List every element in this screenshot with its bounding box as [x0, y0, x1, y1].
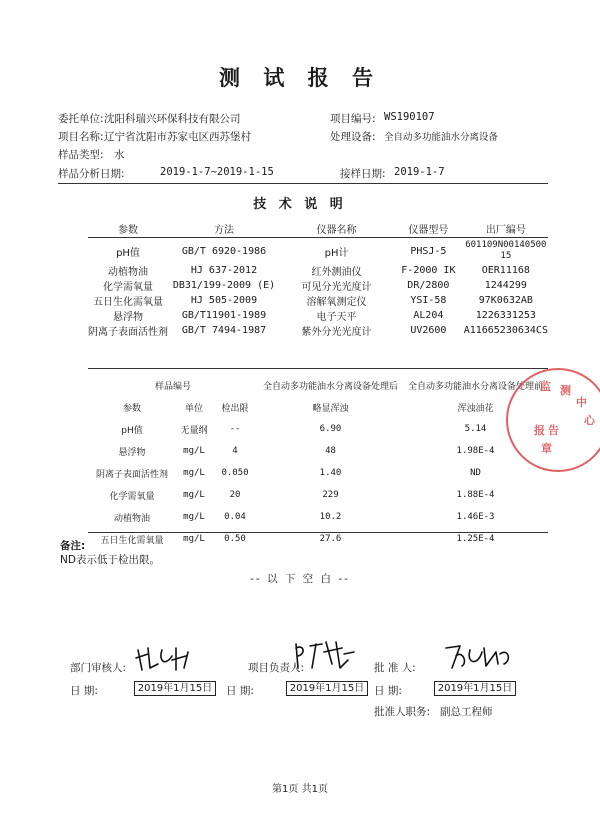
tech-cell: DR/2800: [407, 280, 450, 291]
tech-cell: UV2600: [410, 325, 447, 336]
result-cell: 27.6: [319, 534, 342, 544]
page-number: 第1页 共1页: [272, 784, 328, 795]
tech-cell: 化学需氧量: [103, 282, 153, 293]
result-cell: 悬浮物: [118, 447, 146, 458]
tech-cell: GB/T 6920-1986: [181, 245, 267, 257]
manager-date: 2019年1月15日: [286, 681, 368, 696]
result-cell: 1.40: [319, 468, 342, 478]
result-header-cell: 参数: [122, 403, 141, 414]
result-cell: 无量纲: [180, 425, 208, 436]
tech-header-cell: 方法: [214, 224, 234, 236]
project-name-value: 辽宁省沈阳市苏家屯区西苏堡村: [104, 131, 251, 143]
seal-char: 章: [541, 442, 552, 455]
result-sample-row: [88, 374, 548, 396]
result-cell: 阴离子表面活性剂: [95, 469, 168, 480]
manager-date-label: 日 期:: [226, 685, 254, 697]
result-cell: mg/L: [183, 534, 205, 544]
approver-signature: [442, 640, 522, 674]
seal-char: 中: [576, 396, 587, 409]
result-cell: 4: [232, 446, 238, 456]
result-cell: 1.88E-4: [456, 490, 495, 500]
result-cell: 5.14: [464, 424, 487, 434]
table-row: [88, 323, 548, 338]
result-cell: mg/L: [183, 468, 205, 478]
sample-type-value: 水: [114, 149, 125, 161]
table-row: [88, 462, 548, 484]
reviewer-signature: [132, 642, 212, 676]
result-table: [88, 374, 548, 550]
reviewer-date: 2019年1月15日: [134, 681, 216, 696]
result-cell: --: [229, 424, 241, 434]
project-name-label: 项目名称:: [58, 131, 104, 143]
sample-type-label: 样品类型:: [58, 149, 104, 161]
official-seal-stamp: [506, 368, 600, 472]
reviewer-label: 部门审核人:: [70, 662, 127, 674]
manager-label: 项目负责人:: [248, 662, 305, 674]
approver-date: 2019年1月15日: [434, 681, 516, 696]
report-title: 测 试 报 告: [219, 65, 381, 90]
result-cell: 1.25E-4: [456, 534, 495, 544]
seal-char: 测: [560, 384, 571, 397]
result-cell: 48: [325, 446, 336, 456]
receive-date-label: 接样日期:: [340, 168, 386, 180]
tech-cell: HJ 637-2012: [190, 265, 258, 276]
receive-date-value: 2019-1-7: [394, 166, 445, 178]
result-cell: pH值: [121, 425, 143, 436]
project-no-value: WS190107: [384, 111, 435, 123]
tech-cell: pH计: [324, 247, 349, 259]
analysis-date-label: 样品分析日期:: [58, 168, 125, 180]
result-cell: 229: [322, 490, 339, 500]
table-row: [88, 506, 548, 528]
equipment-value: 全自动多功能油水分离设备: [384, 132, 499, 143]
tech-cell: 红外测油仪: [311, 267, 362, 278]
notes-text: ND表示低于检出限。: [60, 554, 160, 566]
tech-table-header: [88, 220, 548, 236]
tech-cell: F-2000 IK: [401, 265, 456, 276]
approver-title-value: 副总工程师: [440, 706, 493, 718]
seal-char: 心: [584, 414, 595, 427]
table-row: [88, 278, 548, 293]
result-cell: mg/L: [183, 490, 205, 500]
result-cell: 动植物油: [113, 513, 150, 524]
table-row: [88, 308, 548, 323]
equipment-label: 处理设备:: [330, 131, 376, 143]
tech-cell: 溶解氧测定仪: [306, 297, 367, 308]
table-row: [88, 418, 548, 440]
result-cell: 1.98E-4: [456, 446, 495, 456]
table-row: [88, 239, 548, 263]
approver-label: 批 准 人:: [374, 662, 416, 674]
result-header-cell: 单位: [184, 403, 203, 414]
result-header-row: [88, 396, 548, 418]
client-label: 委托单位:: [58, 113, 104, 125]
tech-cell: 五日生化需氧量: [93, 297, 163, 308]
result-cell: 10.2: [319, 512, 342, 522]
tech-cell: 1226331253: [475, 310, 536, 321]
end-of-data-marker: -- 以 下 空 白 --: [250, 573, 350, 585]
after-treatment-label: 全自动多功能油水分离设备处理后: [262, 381, 398, 392]
tech-cell: 动植物油: [108, 267, 148, 278]
info-divider: [58, 183, 548, 184]
tech-table: [88, 220, 548, 338]
tech-cell: GB/T11901-1989: [181, 310, 267, 321]
sample-no-label: 样品编号: [154, 381, 191, 392]
result-cell: 0.04: [224, 512, 246, 522]
before-treatment-label: 全自动多功能油水分离设备处理前: [407, 381, 543, 392]
tech-cell: pH值: [116, 247, 140, 259]
tech-cell: 电子天平: [316, 312, 357, 323]
seal-char: 告: [548, 424, 559, 437]
approver-date-label: 日 期:: [374, 685, 402, 697]
tech-cell: DB31/199-2009 (E): [172, 280, 276, 291]
table-row: [88, 440, 548, 462]
project-no-label: 项目编号:: [330, 113, 376, 125]
tech-cell: GB/T 7494-1987: [181, 325, 267, 336]
tech-cell: YSI-58: [410, 295, 447, 306]
tech-header-cell: 仪器型号: [408, 224, 449, 236]
manager-signature: [292, 638, 372, 674]
table-row: [88, 263, 548, 278]
analysis-date-value: 2019-1-7~2019-1-15: [160, 166, 274, 178]
result-bottom-rule: [88, 532, 548, 533]
result-cell: 20: [229, 490, 241, 500]
result-top-rule: [88, 368, 548, 369]
result-cell: 化学需氧量: [109, 491, 155, 502]
result-cell: 五日生化需氧量: [100, 535, 164, 546]
tech-header-cell: 仪器名称: [316, 224, 357, 236]
tech-cell: 紫外分光光度计: [301, 327, 372, 338]
tech-cell: A11665230634CS: [463, 325, 548, 336]
seal-char: 监: [540, 380, 551, 393]
notes-label: 备注:: [60, 540, 86, 552]
approver-title-label: 批准人职务:: [374, 706, 431, 718]
tech-header-cell: 出厂编号: [485, 224, 526, 236]
tech-header-cell: 参数: [118, 224, 138, 236]
tech-cell: 601109N00140500 15: [465, 240, 547, 261]
tech-cell: 97K0632AB: [478, 295, 533, 306]
tech-cell: OER11168: [481, 265, 530, 276]
result-cell: mg/L: [183, 512, 205, 522]
tech-cell: 1244299: [484, 280, 527, 291]
reviewer-date-label: 日 期:: [70, 685, 98, 697]
result-cell: 1.46E-3: [456, 512, 495, 522]
result-header-cell: 略显浑浊: [312, 403, 349, 414]
tech-section-title: 技 术 说 明: [253, 197, 347, 212]
result-cell: ND: [470, 468, 481, 478]
tech-cell: AL204: [413, 310, 444, 321]
result-cell: 0.050: [221, 468, 249, 478]
seal-char: 报: [534, 424, 545, 437]
tech-cell: PHSJ-5: [410, 245, 447, 257]
table-row: [88, 293, 548, 308]
tech-cell: HJ 505-2009: [190, 295, 258, 306]
result-cell: mg/L: [183, 446, 205, 456]
result-cell: 0.50: [224, 534, 246, 544]
table-row: [88, 484, 548, 506]
result-header-cell: 检出限: [221, 403, 249, 414]
client-value: 沈阳科瑞兴环保科技有限公司: [104, 113, 241, 125]
tech-cell: 悬浮物: [113, 312, 143, 323]
result-cell: 6.90: [319, 424, 342, 434]
result-header-cell: 浑浊油花: [457, 403, 494, 414]
tech-cell: 可见分光光度计: [301, 282, 372, 293]
tech-cell: 阴离子表面活性剂: [88, 327, 168, 338]
